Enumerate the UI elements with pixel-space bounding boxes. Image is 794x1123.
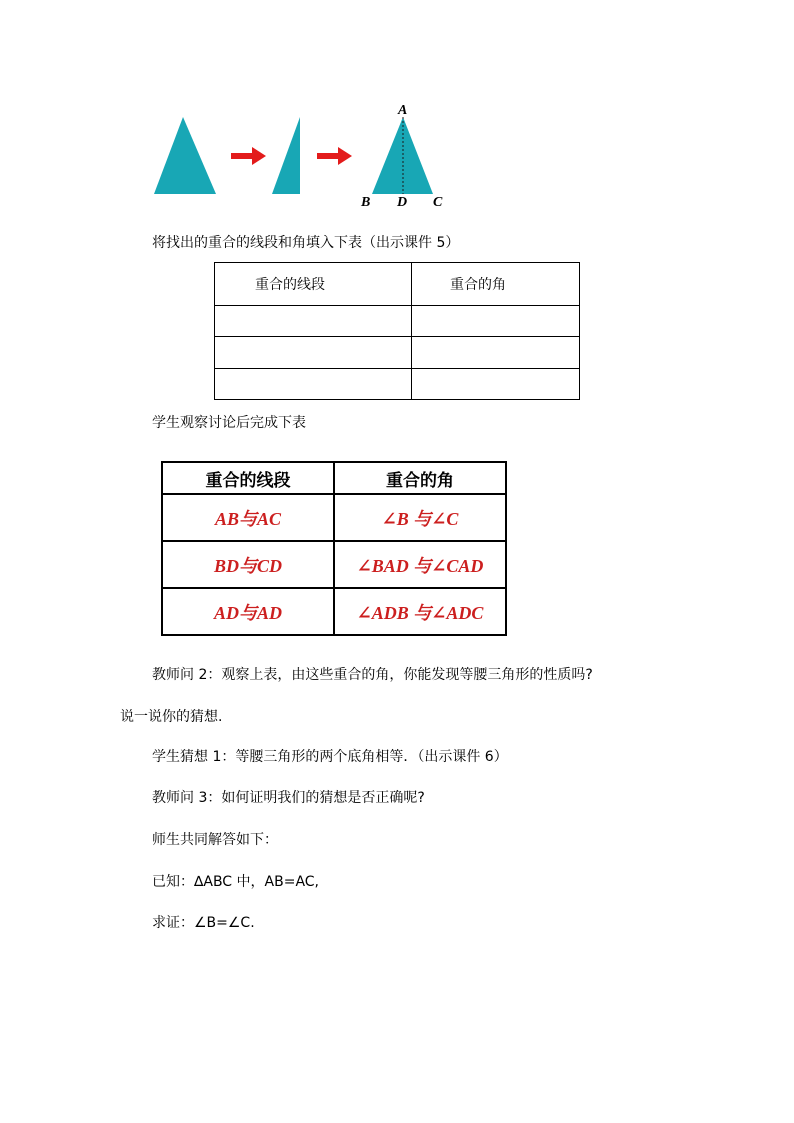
given-statement: 已知：∆ABC 中，AB=AC, — [152, 874, 319, 890]
label-d: D — [397, 195, 408, 210]
label-b: B — [361, 195, 371, 210]
arrow-right-icon-2 — [317, 147, 352, 165]
segment-pair: BD与CD — [162, 541, 334, 588]
segment-pair: AB与AC — [162, 494, 334, 541]
teacher-question-2: 教师问 2：观察上表，由这些重合的角，你能发现等腰三角形的性质吗? — [152, 667, 593, 683]
observe-instruction: 学生观察讨论后完成下表 — [152, 415, 306, 431]
blank-table-cell[interactable] — [215, 306, 412, 337]
angle-pair: ∠BAD 与∠CAD — [334, 541, 506, 588]
teacher-question-3: 教师问 3：如何证明我们的猜想是否正确呢? — [152, 790, 425, 806]
blank-table-cell[interactable] — [215, 369, 412, 400]
filled-table-header-angles: 重合的角 — [334, 462, 506, 494]
angle-pair: ∠ADB 与∠ADC — [334, 588, 506, 635]
teacher-question-2-continued: 说一说你的猜想. — [120, 709, 223, 725]
angle-pair: ∠B 与∠C — [334, 494, 506, 541]
label-c: C — [433, 195, 443, 210]
half-triangle — [272, 117, 300, 194]
segment-pair: AD与AD — [162, 588, 334, 635]
label-a: A — [398, 103, 408, 118]
table-row — [162, 541, 506, 588]
blank-table-cell[interactable] — [215, 337, 412, 369]
table-row — [162, 494, 506, 541]
blank-table-cell[interactable] — [412, 337, 580, 369]
joint-solution: 师生共同解答如下： — [152, 832, 278, 848]
arrow-right-icon-1 — [231, 147, 266, 165]
student-guess-1: 学生猜想 1：等腰三角形的两个底角相等．（出示课件 6） — [152, 749, 508, 765]
table-row — [162, 588, 506, 635]
blank-table-cell[interactable] — [412, 369, 580, 400]
full-triangle — [154, 117, 216, 194]
blank-table-header-segments: 重合的线段 — [215, 263, 412, 306]
filled-table-header-segments: 重合的线段 — [162, 462, 334, 494]
blank-table-cell[interactable] — [412, 306, 580, 337]
filled-table — [161, 461, 507, 636]
triangle-fold-figure — [150, 104, 450, 214]
blank-table — [214, 262, 580, 400]
prove-statement: 求证：∠B=∠C. — [152, 915, 255, 931]
fill-instruction: 将找出的重合的线段和角填入下表（出示课件 5） — [152, 235, 460, 251]
blank-table-header-angles: 重合的角 — [412, 263, 580, 306]
